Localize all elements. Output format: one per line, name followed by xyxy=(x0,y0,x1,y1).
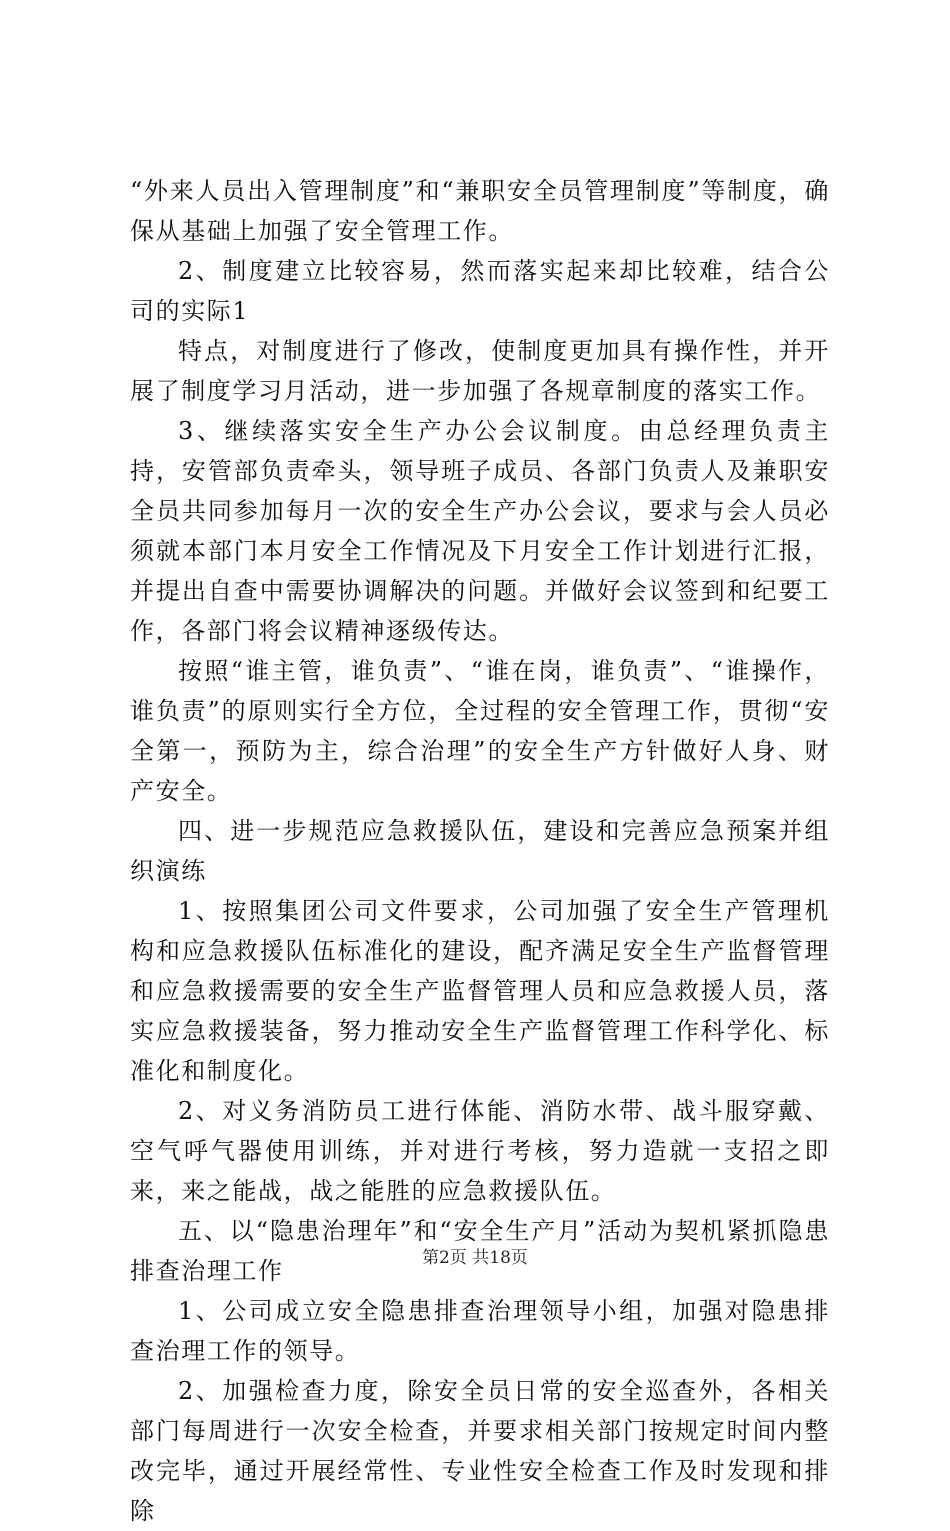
paragraph: 2、对义务消防员工进行体能、消防水带、战斗服穿戴、空气呼气器使用训练，并对进行考核，努力造就一支招之即来，来之能战，战之能胜的应急救援队伍。 xyxy=(130,1097,830,1205)
paragraph: “外来人员出入管理制度”和“兼职安全员管理制度”等制度，确保从基础上加强了安全管理工作。 xyxy=(130,177,830,245)
paragraph: 1、公司成立安全隐患排查治理领导小组，加强对隐患排查治理工作的领导。 xyxy=(130,1297,830,1365)
section-heading: 五、以“隐患治理年”和“安全生产月”活动为契机紧抓隐患排查治理工作 xyxy=(130,1217,830,1285)
section-heading: 四、进一步规范应急救援队伍，建设和完善应急预案并组织演练 xyxy=(130,817,830,885)
paragraph: 2、制度建立比较容易，然而落实起来却比较难，结合公司的实际1 xyxy=(130,257,830,325)
document-body xyxy=(130,171,830,1531)
page-number: 第2页 共18页 xyxy=(422,1248,528,1268)
paragraph: 按照“谁主管，谁负责”、“谁在岗，谁负责”、“谁操作，谁负责”的原则实行全方位，全过程的安全管理工作，贯彻“安全第一，预防为主，综合治理”的安全生产方针做好人身、财产安全。 xyxy=(130,657,830,805)
page-footer xyxy=(0,1243,950,1268)
paragraph: 3、继续落实安全生产办公会议制度。由总经理负责主持，安管部负责牵头，领导班子成员、各部门负责人及兼职安全员共同参加每月一次的安全生产办公会议，要求与会人员必须就本部门本月安全工作情况及下月安全工作计划进行汇报，并提出自查中需要协调解决的问题。并做好会议签到和纪要工作，各部门将会议精神逐级传达。 xyxy=(130,417,830,645)
paragraph: 特点，对制度进行了修改，使制度更加具有操作性，并开展了制度学习月活动，进一步加强了各规章制度的落实工作。 xyxy=(130,337,830,405)
paragraph: 1、按照集团公司文件要求，公司加强了安全生产管理机构和应急救援队伍标准化的建设，配齐满足安全生产监督管理和应急救援需要的安全生产监督管理人员和应急救援人员，落实应急救援装备，努力推动安全生产监督管理工作科学化、标准化和制度化。 xyxy=(130,897,830,1085)
paragraph: 2、加强检查力度，除安全员日常的安全巡查外，各相关部门每周进行一次安全检查，并要求相关部门按规定时间内整改完毕，通过开展经常性、专业性安全检查工作及时发现和排除 xyxy=(130,1377,830,1525)
